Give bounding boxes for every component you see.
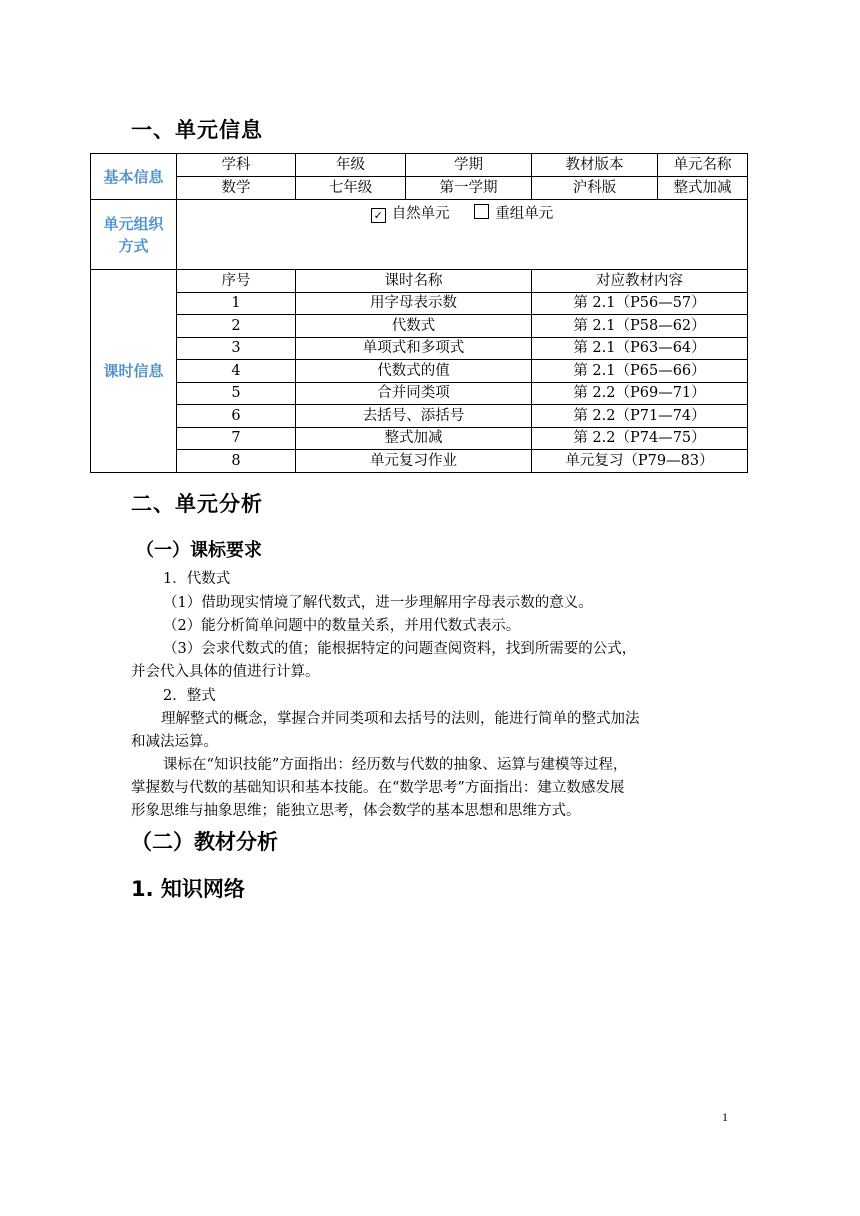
lesson-content: 第 2.1（P58—62）	[532, 315, 748, 338]
subsection-title-curriculum: （一）课标要求	[136, 540, 262, 561]
body-line: 1．代数式	[163, 571, 231, 587]
org-method-label	[91, 200, 177, 270]
lesson-name: 整式加减	[296, 427, 532, 450]
table-row	[91, 427, 748, 450]
body-line: （1）借助现实情境了解代数式，进一步理解用字母表示数的意义。	[163, 595, 593, 611]
org-method-options	[177, 200, 748, 270]
subsection-title-textbook: （二）教材分析	[131, 830, 278, 854]
org-method-label-line1: 单元组织	[103, 214, 164, 233]
page-number: 1	[722, 1110, 728, 1124]
header-subject: 学科	[177, 154, 296, 177]
lesson-number: 3	[177, 337, 296, 360]
lesson-info-label: 课时信息	[91, 270, 177, 473]
option-natural-unit[interactable]	[371, 204, 450, 224]
option-regrouped-unit-label: 重组单元	[495, 206, 554, 222]
table-row	[91, 315, 748, 338]
body-line: 并会代入具体的值进行计算。	[131, 664, 320, 680]
table-row	[91, 337, 748, 360]
table-row	[91, 450, 748, 473]
value-unit-name: 整式加减	[658, 177, 748, 200]
section-title-unit-analysis: 二、单元分析	[131, 492, 263, 516]
lesson-name: 代数式的值	[296, 360, 532, 383]
lesson-content: 第 2.1（P63—64）	[532, 337, 748, 360]
lesson-content: 第 2.2（P69—71）	[532, 382, 748, 405]
checkbox-checked-icon[interactable]: ✓	[371, 208, 386, 223]
lesson-number: 6	[177, 405, 296, 428]
lesson-number: 4	[177, 360, 296, 383]
lesson-header-name: 课时名称	[296, 270, 532, 293]
option-natural-unit-label: 自然单元	[391, 206, 450, 222]
lesson-number: 2	[177, 315, 296, 338]
body-line: （2）能分析简单问题中的数量关系，并用代数式表示。	[163, 618, 521, 634]
lesson-name: 用字母表示数	[296, 292, 532, 315]
header-semester: 学期	[406, 154, 532, 177]
body-line: 课标在“知识技能”方面指出：经历数与代数的抽象、运算与建模等过程，	[163, 757, 628, 773]
org-method-label-line2: 方式	[118, 236, 149, 255]
value-subject: 数学	[177, 177, 296, 200]
body-line: （3）会求代数式的值；能根据特定的问题查阅资料，找到所需要的公式，	[163, 641, 637, 657]
value-textbook-version: 沪科版	[532, 177, 658, 200]
section-title-unit-info: 一、单元信息	[131, 118, 263, 142]
table-row	[91, 405, 748, 428]
value-grade: 七年级	[296, 177, 406, 200]
body-line: 理解整式的概念，掌握合并同类项和去括号的法则，能进行简单的整式加法	[161, 711, 640, 727]
body-line: 2．整式	[163, 688, 216, 704]
lesson-content: 第 2.1（P65—66）	[532, 360, 748, 383]
body-line: 和减法运算。	[131, 734, 218, 750]
table-row	[91, 360, 748, 383]
lesson-content: 第 2.2（P74—75）	[532, 427, 748, 450]
lesson-header-content: 对应教材内容	[532, 270, 748, 293]
table-row	[91, 382, 748, 405]
lesson-content: 单元复习（P79—83）	[532, 450, 748, 473]
lesson-name: 合并同类项	[296, 382, 532, 405]
header-textbook-version: 教材版本	[532, 154, 658, 177]
unit-info-table	[90, 153, 748, 473]
header-grade: 年级	[296, 154, 406, 177]
lesson-number: 1	[177, 292, 296, 315]
lesson-number: 5	[177, 382, 296, 405]
body-line: 掌握数与代数的基础知识和基本技能。在“数学思考”方面指出：建立数感发展	[131, 780, 625, 796]
lesson-number: 8	[177, 450, 296, 473]
lesson-header-number: 序号	[177, 270, 296, 293]
lesson-name: 代数式	[296, 315, 532, 338]
lesson-content: 第 2.1（P56—57）	[532, 292, 748, 315]
lesson-name: 单元复习作业	[296, 450, 532, 473]
header-unit-name: 单元名称	[658, 154, 748, 177]
lesson-name: 去括号、添括号	[296, 405, 532, 428]
option-regrouped-unit[interactable]	[474, 204, 553, 224]
lesson-name: 单项式和多项式	[296, 337, 532, 360]
value-semester: 第一学期	[406, 177, 532, 200]
checkbox-empty-icon[interactable]	[474, 204, 489, 219]
lesson-number: 7	[177, 427, 296, 450]
body-line: 形象思维与抽象思维；能独立思考，体会数学的基本思想和思维方式。	[131, 803, 581, 819]
subsection-title-knowledge-network: 1. 知识网络	[131, 877, 245, 901]
basic-info-label: 基本信息	[91, 154, 177, 200]
table-row	[91, 292, 748, 315]
lesson-content: 第 2.2（P71—74）	[532, 405, 748, 428]
